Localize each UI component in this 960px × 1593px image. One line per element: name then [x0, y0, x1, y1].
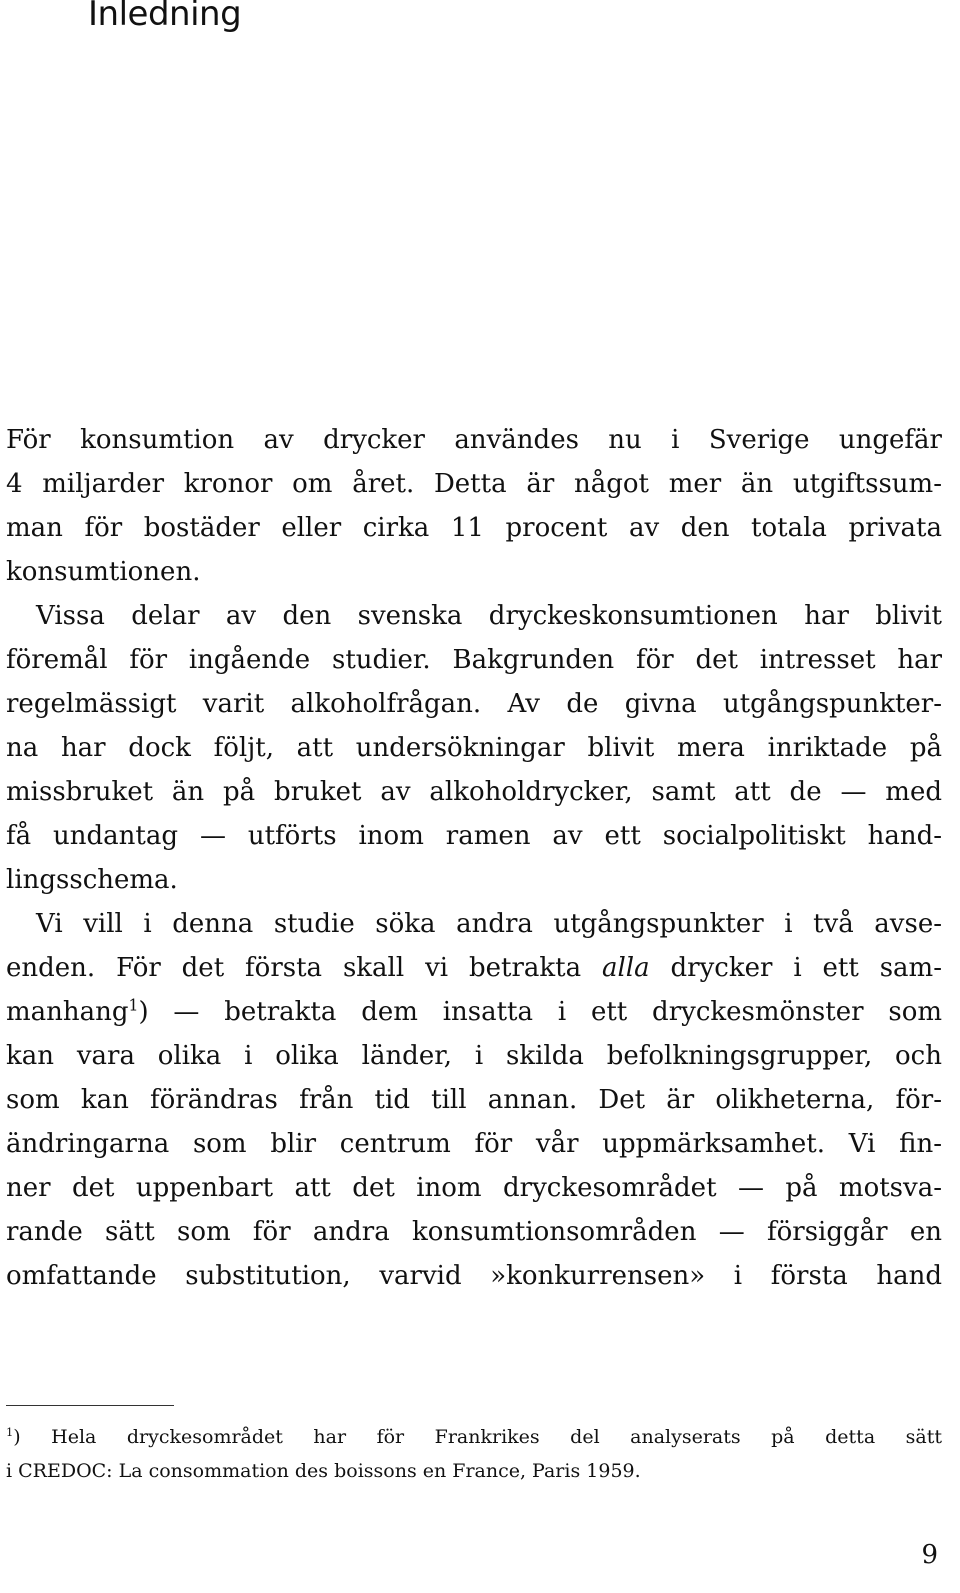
paragraph-1-line-2: 4 miljarder kronor om året. Detta är något mer än utgiftssum-	[6, 469, 942, 499]
paragraph-3-line-3-part-b: ) — betrakta dem insatta i ett dryckesmönster som	[138, 997, 942, 1027]
paragraph-3-line-3-part-a: manhang	[6, 997, 129, 1027]
paragraph-3-line-9: omfattande substitution, varvid »konkurrensen» i första hand	[6, 1261, 942, 1291]
paragraph-2-line-1: Vissa delar av den svenska dryckeskonsumtionen har blivit	[36, 601, 942, 631]
paragraph-3-line-2	[6, 946, 942, 990]
footnote-reference: 1	[128, 996, 139, 1015]
paragraph-2-line-4: na har dock följt, att undersökningar blivit mera inriktade på	[6, 733, 942, 763]
paragraph-2-line-2: föremål för ingående studier. Bakgrunden för det intresset har	[6, 645, 942, 675]
emphasis-alla: alla	[601, 953, 650, 983]
page-title: Inledning	[88, 0, 242, 34]
footnote-line-2: i CREDOC: La consommation des boissons en France, Paris 1959.	[6, 1460, 641, 1482]
paragraph-3-line-8: rande sätt som för andra konsumtionsområden — försiggår en	[6, 1217, 942, 1247]
paragraph-2-line-7: lingsschema.	[6, 865, 178, 895]
paragraph-1-line-4: konsumtionen.	[6, 557, 201, 587]
paragraph-3-line-2-part-a: enden. För det första skall vi betrakta	[6, 953, 602, 983]
footnote-divider	[6, 1405, 174, 1406]
page-number: 9	[921, 1540, 938, 1570]
paragraph-1-line-1: För konsumtion av drycker användes nu i Sverige ungefär	[6, 425, 942, 455]
paragraph-3-line-5: som kan förändras från tid till annan. Det är olikheterna, för-	[6, 1085, 942, 1115]
footnote-text-1: ) Hela dryckesområdet har för Frankrikes del analyserats på detta sätt	[13, 1426, 942, 1448]
paragraph-2-line-6: få undantag — utförts inom ramen av ett socialpolitiskt hand-	[6, 821, 942, 851]
paragraph-3-line-4: kan vara olika i olika länder, i skilda befolkningsgrupper, och	[6, 1041, 942, 1071]
footnote-line-1	[6, 1420, 942, 1454]
paragraph-3-line-6: ändringarna som blir centrum för vår uppmärksamhet. Vi fin-	[6, 1129, 942, 1159]
paragraph-3-line-7: ner det uppenbart att det inom dryckesområdet — på motsva-	[6, 1173, 942, 1203]
paragraph-3-line-2-part-b: drycker i ett sam-	[649, 953, 942, 983]
paragraph-1-line-3: man för bostäder eller cirka 11 procent av den totala privata	[6, 513, 942, 543]
footnote-marker: 1	[6, 1425, 14, 1440]
paragraph-2-line-3: regelmässigt varit alkoholfrågan. Av de givna utgångspunkter-	[6, 689, 942, 719]
paragraph-3-line-1: Vi vill i denna studie söka andra utgångspunkter i två avse-	[36, 909, 942, 939]
paragraph-2-line-5: missbruket än på bruket av alkoholdrycker, samt att de — med	[6, 777, 942, 807]
paragraph-3-line-3	[6, 990, 942, 1034]
